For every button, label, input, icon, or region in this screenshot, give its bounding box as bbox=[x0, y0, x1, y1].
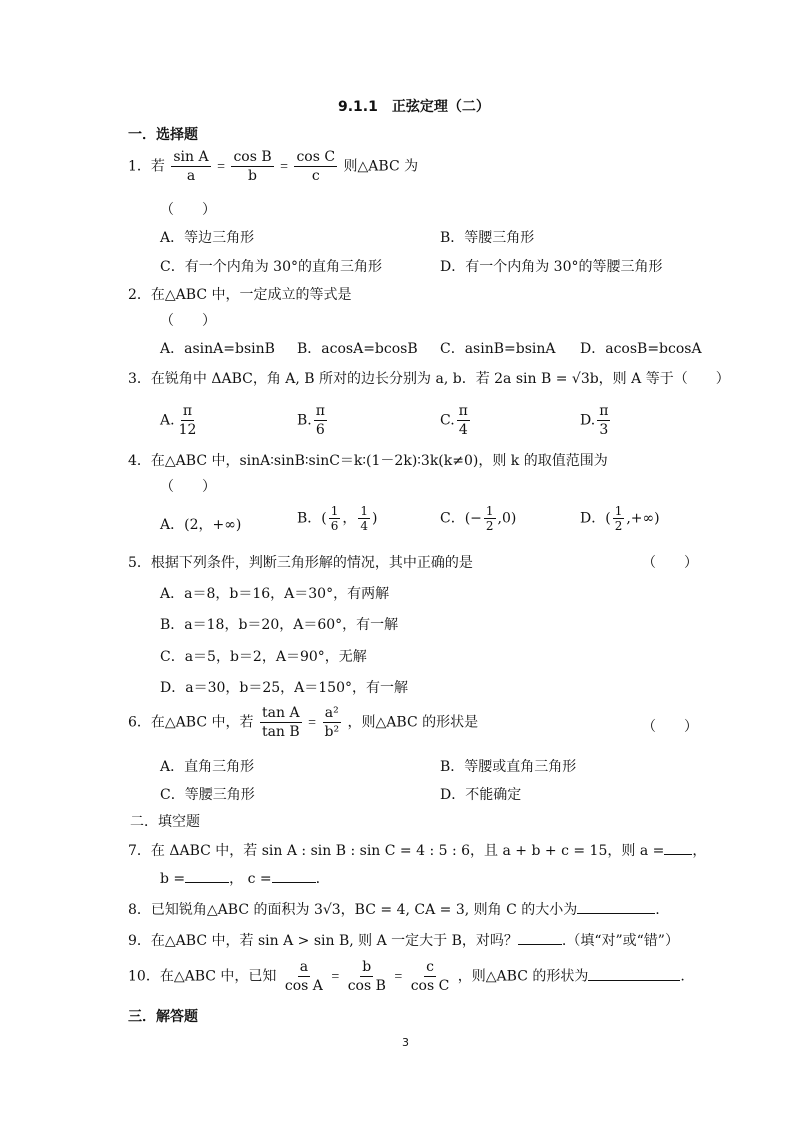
fraction-1-2: $\frac{1}{2}$ bbox=[614, 504, 623, 533]
question-10: 10．在△ABC 中，已知 $\frac{a}{\text{cos A}}$ = $\frac{b}{\text{cos B}}$ = $\frac{c}{\text{cos C}}$ ，则△ABC 的形状为 . bbox=[128, 959, 685, 994]
question-1-option-a: A．等边三角形 bbox=[160, 230, 255, 246]
page-title: 9.1.1 正弦定理（二） bbox=[338, 99, 490, 115]
answer-blank-true-false[interactable] bbox=[518, 932, 562, 945]
question-2-answer-paren: （ ） bbox=[160, 313, 216, 329]
question-4-stem: 4．在△ABC 中，sinA∶sinB∶sinC＝k∶(1－2k)∶3k(k≠0)，则 k 的取值范围为 bbox=[128, 453, 608, 469]
question-10-number: 10．在△ABC 中，已知 bbox=[128, 968, 277, 985]
question-6: 6．在△ABC 中，若 $\frac{\text{tan A}}{\text{tan B}}$ = $\frac{\text{a²}}{\text{b²}}$ ，则△ABC 的形状是 bbox=[128, 705, 479, 740]
question-5-stem: 5．根据下列条件，判断三角形解的情况，其中正确的是 bbox=[128, 555, 473, 571]
question-4-option-a: A．(2，+∞) bbox=[160, 517, 242, 533]
question-6-number: 6．在△ABC 中，若 bbox=[128, 714, 254, 731]
question-3-stem: 3．在锐角中 ΔABC，角 A, B 所对的边长分别为 a, b．若 2a sin B = √3b，则 A 等于（ ） bbox=[128, 371, 730, 387]
fraction-1-4: $\frac{1}{4}$ bbox=[360, 504, 369, 533]
question-1-option-d: D．有一个内角为 30°的等腰三角形 bbox=[440, 259, 663, 275]
fraction-b-cosB: $\frac{b}{\text{cos B}}$ bbox=[347, 959, 386, 994]
question-2-stem: 2．在△ABC 中，一定成立的等式是 bbox=[128, 287, 352, 303]
fraction-1-6: $\frac{1}{6}$ bbox=[330, 504, 339, 533]
question-5-option-a: A．a＝8，b＝16，A＝30°，有两解 bbox=[160, 586, 390, 602]
question-1-option-c: C．有一个内角为 30°的直角三角形 bbox=[160, 259, 382, 275]
question-7-line-1: 7．在 ΔABC 中，若 sin A : sin B : sin C = 4 : 5 : 6，且 a + b + c = 15，则 a = ， bbox=[128, 843, 707, 859]
question-5-answer-paren: （ ） bbox=[642, 555, 698, 571]
question-5-option-d: D．a＝30，b＝25，A＝150°，有一解 bbox=[160, 680, 408, 696]
question-3-option-c: C. $\frac{\pi}{4}$ bbox=[440, 403, 468, 438]
fraction-pi-4: $\frac{\pi}{4}$ bbox=[458, 403, 468, 438]
question-3-option-b: B. $\frac{\pi}{6}$ bbox=[297, 403, 325, 438]
question-1-tail: 则△ABC 为 bbox=[343, 158, 419, 175]
fraction-tanA-tanB: $\frac{\text{tan A}}{\text{tan B}}$ bbox=[261, 705, 300, 740]
answer-blank-a[interactable] bbox=[664, 842, 692, 855]
question-3-option-d: D. $\frac{\pi}{3}$ bbox=[580, 403, 609, 438]
fraction-pi-3: $\frac{\pi}{3}$ bbox=[599, 403, 609, 438]
question-6-option-b: B．等腰或直角三角形 bbox=[440, 759, 577, 775]
fraction-c-cosC: $\frac{c}{\text{cos C}}$ bbox=[410, 959, 450, 994]
question-1-option-b: B．等腰三角形 bbox=[440, 230, 535, 246]
question-2-option-a: A．asinA=bsinB bbox=[160, 341, 275, 357]
question-6-tail: ，则△ABC 的形状是 bbox=[347, 714, 479, 731]
answer-blank-c[interactable] bbox=[272, 870, 316, 883]
question-3-option-a: A. $\frac{\pi}{12}$ bbox=[160, 403, 197, 438]
question-4-answer-paren: （ ） bbox=[160, 479, 216, 495]
question-1: 1．若 $\frac{\text{sin A}}{a}$ = $\frac{\text{cos B}}{b}$ = $\frac{\text{cos C}}{c}$ 则△ABC 为 bbox=[128, 149, 419, 184]
question-1-number: 1．若 bbox=[128, 158, 165, 175]
section-heading-solutions: 三．解答题 bbox=[128, 1009, 198, 1025]
question-9: 9．在△ABC 中，若 sin A > sin B, 则 A 一定大于 B，对吗？ .（填“对”或“错”） bbox=[128, 933, 679, 949]
question-6-answer-paren: （ ） bbox=[642, 719, 698, 735]
question-4-option-b: B．( $\frac{1}{6}$ ， $\frac{1}{4}$ ) bbox=[297, 504, 378, 533]
fraction-cosC-c: $\frac{\text{cos C}}{c}$ bbox=[296, 149, 336, 184]
fraction-pi-6: $\frac{\pi}{6}$ bbox=[315, 403, 325, 438]
question-2-option-c: C．asinB=bsinA bbox=[440, 341, 556, 357]
page-number: 3 bbox=[402, 1036, 409, 1049]
fraction-a-cosA: $\frac{a}{\text{cos A}}$ bbox=[284, 959, 323, 994]
section-heading-fill-in: 二．填空题 bbox=[130, 814, 200, 830]
question-8: 8．已知锐角△ABC 的面积为 3√3，BC = 4, CA = 3, 则角 C 的大小为 . bbox=[128, 902, 660, 918]
question-5-option-c: C．a＝5，b＝2，A＝90°，无解 bbox=[160, 649, 367, 665]
question-4-option-d: D．( $\frac{1}{2}$ ,+∞) bbox=[580, 504, 660, 533]
fraction-1-2: $\frac{1}{2}$ bbox=[485, 504, 494, 533]
question-6-option-d: D．不能确定 bbox=[440, 787, 522, 803]
question-2-option-b: B．acosA=bcosB bbox=[297, 341, 418, 357]
answer-blank-b[interactable] bbox=[185, 870, 229, 883]
answer-blank-shape[interactable] bbox=[588, 968, 680, 981]
fraction-a2-b2: $\frac{\text{a²}}{\text{b²}}$ bbox=[324, 705, 340, 740]
fraction-cosB-b: $\frac{\text{cos B}}{b}$ bbox=[233, 149, 272, 184]
question-10-tail: ，则△ABC 的形状为 bbox=[457, 968, 589, 985]
question-5-option-b: B．a＝18，b＝20，A＝60°，有一解 bbox=[160, 617, 399, 633]
question-2-option-d: D．acosB=bcosA bbox=[580, 341, 702, 357]
question-7-line-2: b = ， c = . bbox=[160, 871, 321, 887]
question-6-option-c: C．等腰三角形 bbox=[160, 787, 255, 803]
question-1-answer-paren: （ ） bbox=[160, 202, 216, 218]
fraction-pi-12: $\frac{\pi}{12}$ bbox=[178, 403, 197, 438]
fraction-sinA-a: $\frac{\text{sin A}}{a}$ bbox=[173, 149, 209, 184]
answer-blank-angle-c[interactable] bbox=[577, 901, 655, 914]
question-4-option-c: C．(− $\frac{1}{2}$ ,0) bbox=[440, 504, 517, 533]
section-heading-choice: 一．选择题 bbox=[128, 127, 198, 143]
question-6-option-a: A．直角三角形 bbox=[160, 759, 255, 775]
